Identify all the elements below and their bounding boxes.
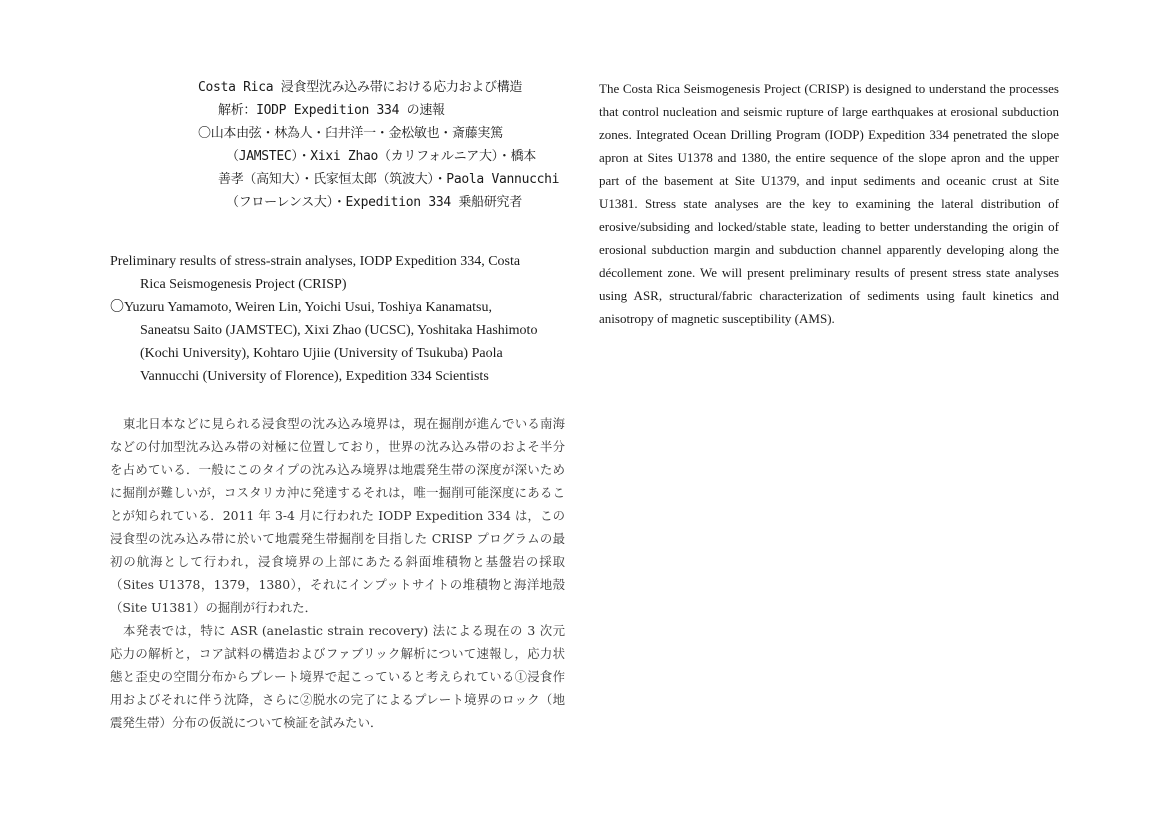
japanese-authors-line-2: （JAMSTEC）・Xixi Zhao（カリフォルニア大）・橋本 <box>226 149 536 164</box>
english-title-line-1: Preliminary results of stress-strain analyses, IODP Expedition 334, Costa <box>110 254 521 269</box>
english-authors-line-1: 〇Yuzuru Yamamoto, Weiren Lin, Yoichi Usui, Toshiya Kanamatsu, <box>110 300 492 315</box>
left-column <box>110 76 565 734</box>
japanese-abstract-paragraph-2: 本発表では，特に ASR (anelastic strain recovery) 法による現在の 3 次元応力の解析と，コア試料の構造およびファブリック解析について速報し，応力状態と歪史の空間分布からプレート境界で起こっていると考えられている①浸食作用およびそれに伴う沈降，さらに②脱水の完了によるプレート境界のロック（地震発生帯）分布の仮説について検証を試みたい． <box>110 623 565 730</box>
japanese-authors <box>110 122 565 214</box>
japanese-authors-line-4: （フローレンス大）・Expedition 334 乗船研究者 <box>226 195 522 210</box>
english-title-line-2: Rica Seismogenesis Project (CRISP) <box>140 277 347 292</box>
japanese-title-line-2: 解析：IODP Expedition 334 の速報 <box>218 103 445 118</box>
english-abstract: The Costa Rica Seismogenesis Project (CRISP) is designed to understand the processes that control nucleation and seismic rupture of large earthquakes at erosional subduction zones. Integrated Ocean Drilling Program (IODP) Expedition 334 penetrated the slope apron at Sites U1378 and 1380, the entire sequence of the slope apron and the upper part of the basement at Site U1379, and input sediments and oceanic crust at Site U1381. Stress state analyses are the key to examining the lateral distribution of erosive/subsiding and locked/stable state, leading to better understanding the origin of erosional subduction margin and subduction channel apparently developing along the décollement zone. We will present preliminary results of present stress state analyses using ASR, structural/fabric characterization of sediments using fault kinetics and anisotropy of magnetic susceptibility (AMS). <box>599 81 1059 326</box>
english-title <box>110 250 565 296</box>
japanese-title-line-1: Costa Rica 浸食型沈み込み帯における応力および構造 <box>198 80 523 95</box>
japanese-abstract-paragraph-1: 東北日本などに見られる浸食型の沈み込み境界は，現在掘削が進んでいる南海などの付加型沈み込み帯の対極に位置しており，世界の沈み込み帯のおよそ半分を占めている．一般にこのタイプの沈み込み境界は地震発生帯の深度が深いために掘削が難しいが，コスタリカ沖に発達するそれは，唯一掘削可能深度にあることが知られている．2011 年 3-4 月に行われた IODP Expedition 334 は，この浸食型の沈み込み帯に於いて地震発生帯掘削を目指した CRISP プログラムの最初の航海として行われ，浸食境界の上部にあたる斜面堆積物と基盤岩の採取（Sites U1378，1379，1380），それにインプットサイトの堆積物と海洋地殻（Site U1381）の掘削が行われた． <box>110 416 565 615</box>
japanese-authors-line-3: 善孝（高知大）・氏家恒太郎（筑波大）・Paola Vannucchi <box>218 172 560 187</box>
english-authors <box>110 296 565 388</box>
english-authors-line-2: Saneatsu Saito (JAMSTEC), Xixi Zhao (UCSC), Yoshitaka Hashimoto <box>140 323 538 338</box>
english-authors-line-4: Vannucchi (University of Florence), Expedition 334 Scientists <box>140 369 489 384</box>
japanese-abstract <box>110 412 565 734</box>
right-column <box>599 77 1059 330</box>
japanese-authors-line-1: 〇山本由弦・林為人・臼井洋一・金松敏也・斎藤実篤 <box>198 126 503 141</box>
japanese-title <box>110 76 565 122</box>
english-authors-line-3: (Kochi University), Kohtaro Ujiie (University of Tsukuba) Paola <box>140 346 503 361</box>
